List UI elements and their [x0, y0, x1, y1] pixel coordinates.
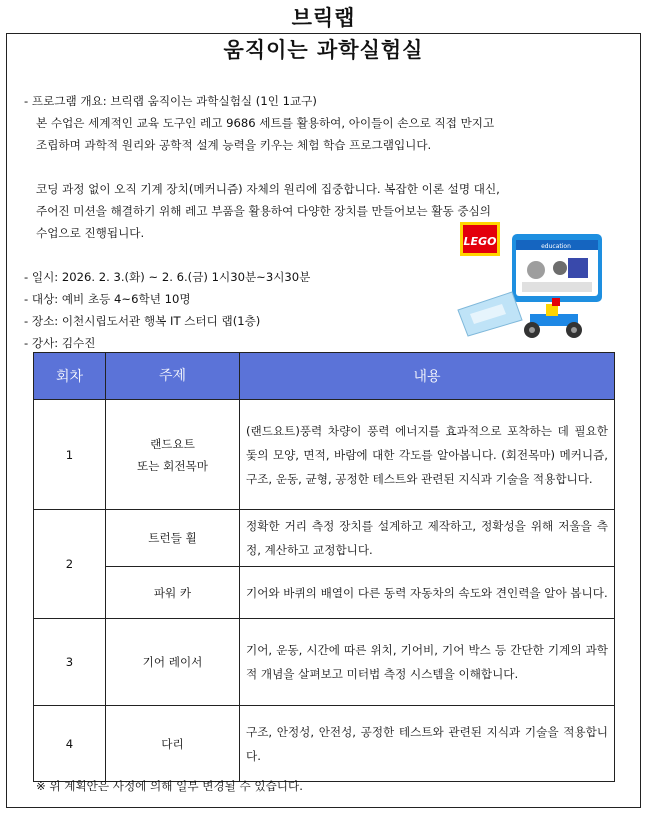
overview-p1-line1: 본 수업은 세계적인 교육 도구인 레고 9686 세트를 활용하여, 아이들이 손으로 직접 만지고 — [36, 116, 495, 130]
table-row — [34, 706, 615, 782]
header-content: 내용 — [240, 353, 615, 400]
svg-text:education: education — [541, 243, 571, 250]
table-header-row — [34, 353, 615, 400]
page-title — [0, 34, 647, 64]
content-cell: (랜드요트)풍력 차량이 풍력 에너지를 효과적으로 포착하는 데 필요한 돛의 모양, 면적, 바람에 대한 각도를 알아봅니다. (회전목마) 메커니즘, 구조, 운동, 균형, 공정한 테스트와 관련된 지식과 기술을 적용합니다. — [240, 400, 615, 510]
schedule-table — [33, 352, 615, 782]
session-number: 1 — [34, 400, 106, 510]
overview-p2-line1: 코딩 과정 없이 오직 기계 장치(메커니즘) 자체의 원리에 집중합니다. 복잡한 이론 설명 대신, — [36, 182, 500, 196]
topic-line1: 랜드요트 — [150, 436, 195, 451]
topic-cell: 기어 레이서 — [106, 619, 240, 706]
content-cell: 기어, 운동, 시간에 따른 위치, 기어비, 기어 박스 등 간단한 기계의 과학적 개념을 살펴보고 미터법 측정 시스템을 이해합니다. — [240, 619, 615, 706]
topic-cell — [106, 400, 240, 510]
table-row — [34, 510, 615, 567]
table-row — [34, 619, 615, 706]
lego-kit-image — [456, 218, 606, 348]
content-cell: 정확한 거리 측정 장치를 설계하고 제작하고, 정확성을 위해 저울을 측정, 계산하고 교정합니다. — [240, 510, 615, 567]
overview-p2-line3: 수업으로 진행됩니다. — [36, 226, 145, 240]
content-cell: 기어와 바퀴의 배열이 다른 동력 자동차의 속도와 견인력을 알아 봅니다. — [240, 567, 615, 619]
detail-date: - 일시: 2026. 2. 3.(화) ~ 2. 6.(금) 1시30분~3시30분 — [24, 270, 311, 284]
content-cell: 구조, 안정성, 안전성, 공정한 테스트와 관련된 지식과 기술을 적용합니다. — [240, 706, 615, 782]
table-row — [34, 400, 615, 510]
lego-logo-icon — [460, 222, 500, 256]
instruction-booklet-icon — [458, 292, 522, 336]
topic-cell: 다리 — [106, 706, 240, 782]
education-box-icon — [512, 234, 602, 302]
table-row — [34, 567, 615, 619]
detail-place: - 장소: 이천시립도서관 행복 IT 스터디 랩(1층) — [24, 314, 261, 328]
header-session: 회차 — [34, 353, 106, 400]
overview-label: - 프로그램 개요: 브릭랩 움직이는 과학실험실 (1인 1교구) — [24, 94, 317, 108]
topic-cell: 파워 카 — [106, 567, 240, 619]
detail-instructor: - 강사: 김수진 — [24, 336, 96, 350]
svg-text:LEGO: LEGO — [463, 235, 497, 248]
topic-line2: 또는 회전목마 — [137, 458, 208, 473]
topic-cell: 트런들 휠 — [106, 510, 240, 567]
lego-vehicle-icon — [524, 298, 582, 338]
brand-title: 브릭랩 — [291, 6, 356, 30]
overview-p2-line2: 주어진 미션을 해결하기 위해 레고 부품을 활용하여 다양한 장치를 만들어보는 활동 중심의 — [36, 204, 491, 218]
overview-p1-line2: 조립하며 과학적 원리와 공학적 설계 능력을 키우는 체험 학습 프로그램입니다. — [36, 138, 432, 152]
footnote: ※ 위 계획안은 사정에 의해 일부 변경될 수 있습니다. — [36, 779, 303, 793]
session-number: 2 — [34, 510, 106, 619]
page-title-text: 움직이는 과학실험실 — [212, 38, 436, 62]
session-number: 3 — [34, 619, 106, 706]
detail-target: - 대상: 예비 초등 4~6학년 10명 — [24, 292, 191, 306]
header-topic: 주제 — [106, 353, 240, 400]
session-number: 4 — [34, 706, 106, 782]
